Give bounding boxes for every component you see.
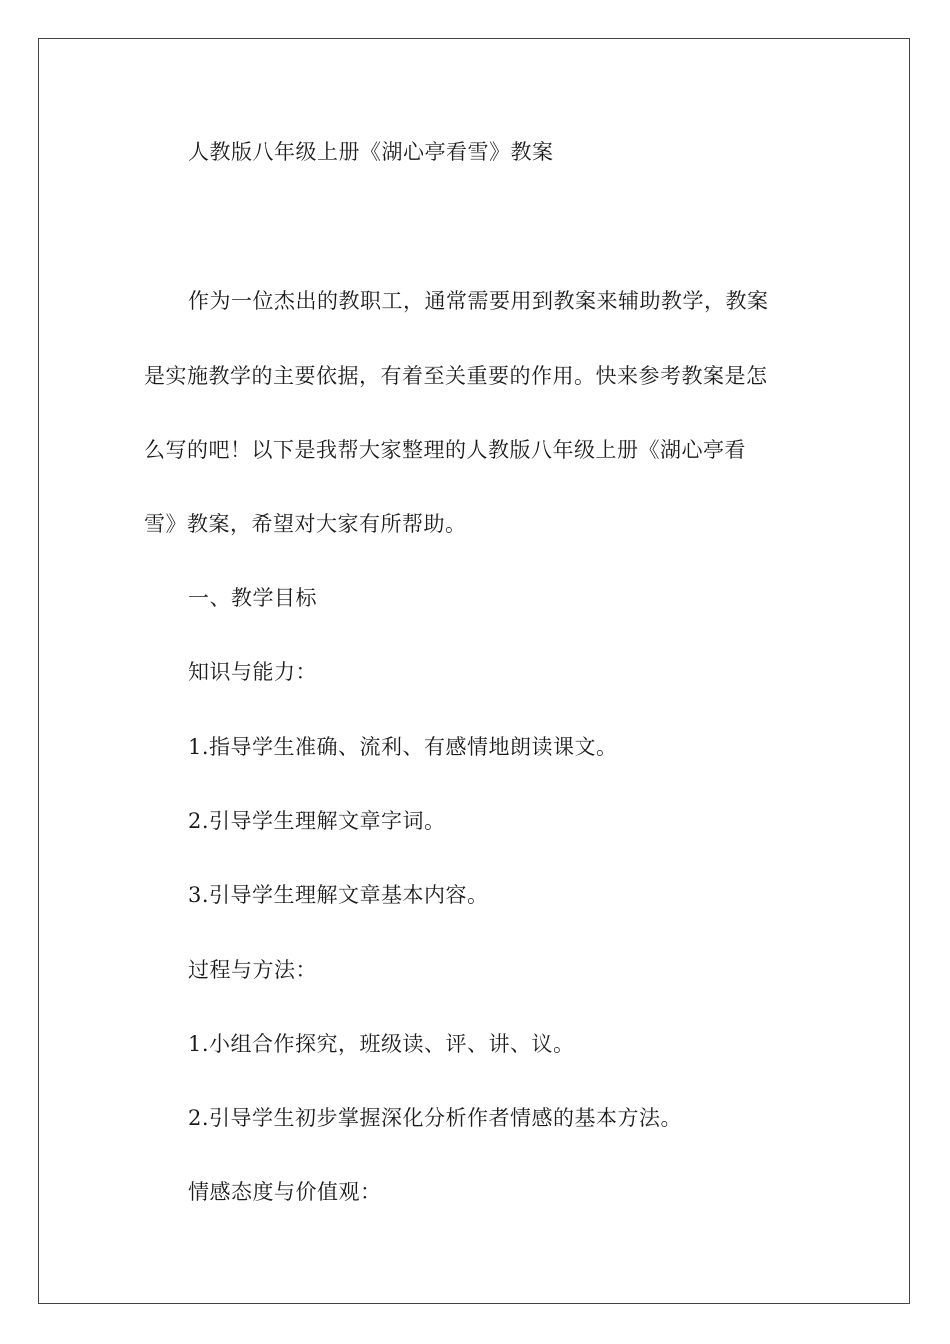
knowledge-item-3: 3.引导学生理解文章基本内容。 bbox=[188, 883, 489, 907]
knowledge-item-2: 2.引导学生理解文章字词。 bbox=[188, 809, 446, 833]
process-item-2: 2.引导学生初步掌握深化分析作者情感的基本方法。 bbox=[188, 1106, 683, 1130]
intro-line-2: 是实施教学的主要依据，有着至关重要的作用。快来参考教案是怎 bbox=[144, 364, 768, 388]
intro-line-1: 作为一位杰出的教职工，通常需要用到教案来辅助教学，教案 bbox=[188, 289, 769, 313]
emotion-heading: 情感态度与价值观： bbox=[188, 1180, 382, 1204]
section-heading-teaching-goals: 一、教学目标 bbox=[188, 586, 317, 610]
process-heading: 过程与方法： bbox=[188, 958, 317, 982]
knowledge-heading: 知识与能力： bbox=[188, 660, 317, 684]
document-title: 人教版八年级上册《湖心亭看雪》教案 bbox=[188, 140, 554, 164]
intro-line-3: 么写的吧！以下是我帮大家整理的人教版八年级上册《湖心亭看 bbox=[144, 438, 746, 462]
knowledge-item-1: 1.指导学生准确、流利、有感情地朗读课文。 bbox=[188, 735, 618, 759]
intro-line-4: 雪》教案，希望对大家有所帮助。 bbox=[144, 512, 467, 536]
process-item-1: 1.小组合作探究，班级读、评、讲、议。 bbox=[188, 1032, 575, 1056]
